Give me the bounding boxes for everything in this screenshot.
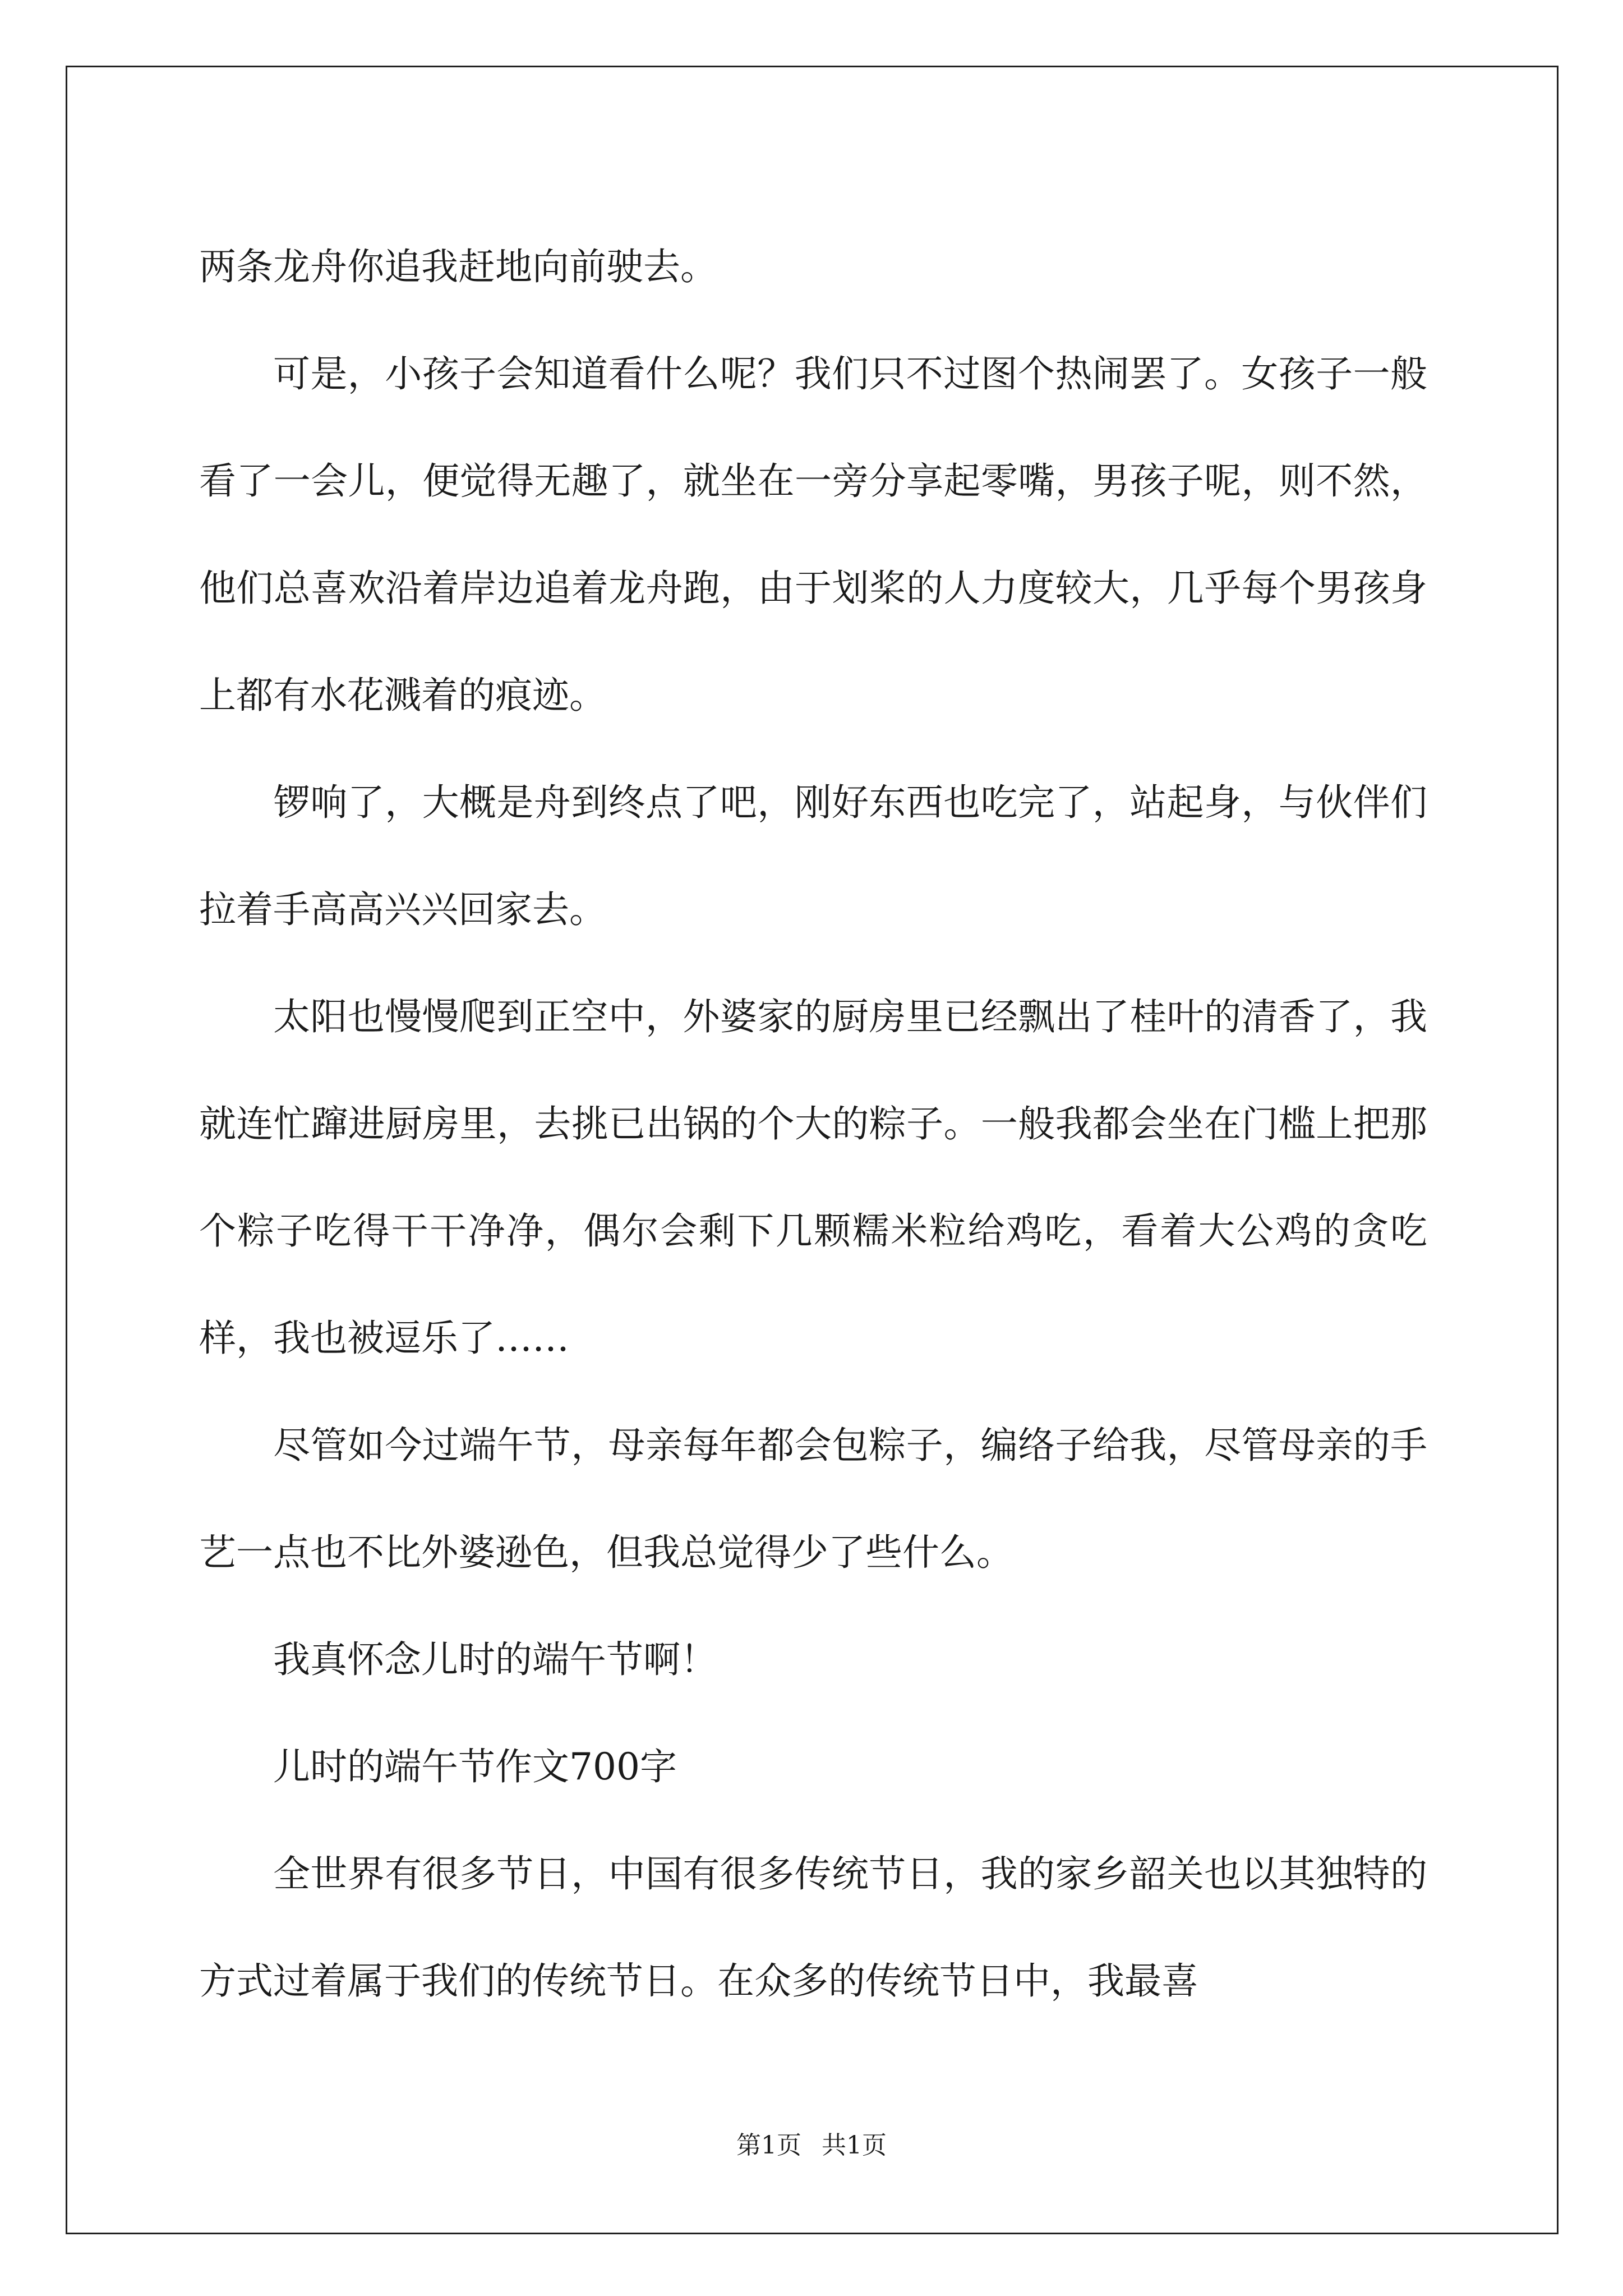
paragraph: 可是，小孩子会知道看什么呢？我们只不过图个热闹罢了。女孩子一般看了一会儿，便觉得无趣了，就坐在一旁分享起零嘴，男孩子呢，则不然，他们总喜欢沿着岸边追着龙舟跑，由于划桨的人力度较大，几乎每个男孩身上都有水花溅着的痕迹。 [199, 352, 1427, 717]
paragraph: 锣响了，大概是舟到终点了吧，刚好东西也吃完了，站起身，与伙伴们拉着手高高兴兴回家去。 [199, 781, 1427, 931]
paragraph: 我真怀念儿时的端午节啊！ [273, 1638, 717, 1681]
paragraph: 尽管如今过端午节，母亲每年都会包粽子，编络子给我，尽管母亲的手艺一点也不比外婆逊色，但我总觉得少了些什么。 [199, 1424, 1427, 1574]
paragraph: 太阳也慢慢爬到正空中，外婆家的厨房里已经飘出了桂叶的清香了，我就连忙蹿进厨房里，去挑已出锅的个大的粽子。一般我都会坐在门槛上把那个粽子吃得干干净净，偶尔会剩下几颗糯米粒给鸡吃，看着大公鸡的贪吃样，我也被逗乐了…… [199, 995, 1427, 1360]
document-body [199, 213, 1427, 2035]
paragraph: 全世界有很多节日，中国有很多传统节日，我的家乡韶关也以其独特的方式过着属于我们的传统节日。在众多的传统节日中，我最喜 [199, 1852, 1427, 2003]
page-number: 第1页 [736, 2131, 801, 2160]
paragraph: 两条龙舟你追我赶地向前驶去。 [199, 245, 717, 288]
page-footer [0, 2129, 1623, 2162]
page-total: 共1页 [822, 2131, 887, 2160]
section-title: 儿时的端午节作文700字 [273, 1745, 677, 1788]
